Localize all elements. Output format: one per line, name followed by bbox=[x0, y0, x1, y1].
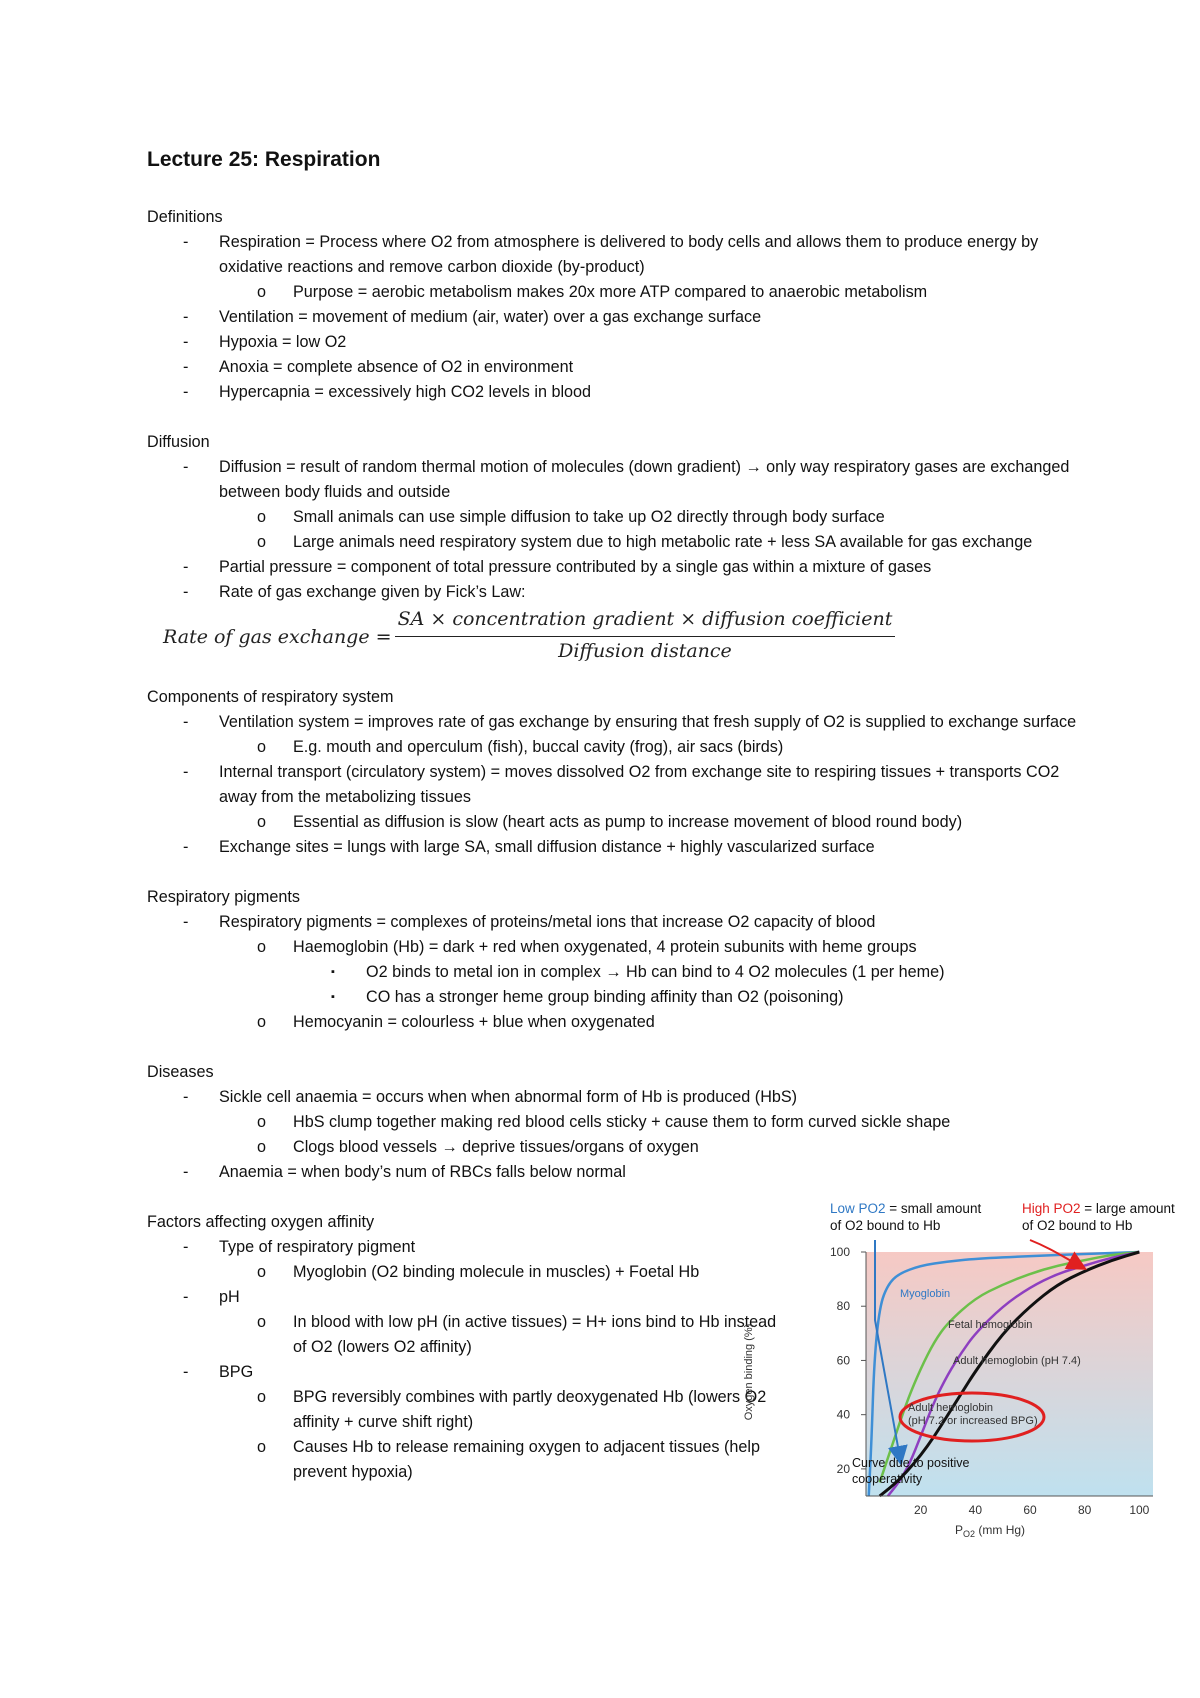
list-item: o Large animals need respiratory system due to high metabolic rate + less SA available for gas exchange bbox=[257, 533, 1033, 551]
y-axis-label: Oxygen binding (%) bbox=[743, 1323, 755, 1421]
list-item: - Anoxia = complete absence of O2 in environment bbox=[183, 358, 574, 376]
list-item: - Rate of gas exchange given by Fick’s Law: bbox=[183, 583, 526, 601]
list-item: o In blood with low pH (in active tissues) = H+ ions bind to Hb instead of O2 (lowers O2 affinity) bbox=[257, 1313, 777, 1356]
list-item: - Ventilation system = improves rate of gas exchange by ensuring that fresh supply of O2 is supplied to exchange surface bbox=[183, 713, 1077, 731]
y-tick-label: 100 bbox=[829, 1245, 850, 1259]
list-item: - BPG bbox=[183, 1363, 254, 1381]
x-tick-label: 40 bbox=[968, 1503, 983, 1517]
list-item: - Anaemia = when body’s num of RBCs falls below normal bbox=[183, 1163, 626, 1181]
y-tick-label: 40 bbox=[836, 1407, 850, 1422]
y-tick-label: 20 bbox=[836, 1461, 850, 1476]
list-item: o Purpose = aerobic metabolism makes 20x more ATP compared to anaerobic metabolism bbox=[257, 283, 928, 301]
x-tick-label: 20 bbox=[913, 1503, 928, 1517]
y-tick-label: 60 bbox=[836, 1353, 850, 1368]
list-item: o Essential as diffusion is slow (heart acts as pump to increase movement of blood round body) bbox=[257, 813, 963, 831]
label-adult-hemoglobin-72-line1: Adult hemoglobin bbox=[908, 1402, 994, 1414]
list-item: - Hypoxia = low O2 bbox=[183, 333, 347, 351]
list-item: - Type of respiratory pigment bbox=[183, 1238, 416, 1256]
section-heading-components: Components of respiratory system bbox=[147, 688, 394, 706]
list-item: - Internal transport (circulatory system) = moves dissolved O2 from exchange site to respiring tissues + transports CO2 away from the metabolizing tissues bbox=[183, 763, 1060, 806]
list-item: o Myoglobin (O2 binding molecule in muscles) + Foetal Hb bbox=[257, 1263, 700, 1281]
y-tick-label: 80 bbox=[836, 1299, 850, 1314]
list-item: o Haemoglobin (Hb) = dark + red when oxygenated, 4 protein subunits with heme groups bbox=[257, 938, 917, 956]
x-tick-label: 60 bbox=[1023, 1503, 1037, 1517]
section-heading-definitions: Definitions bbox=[147, 208, 223, 226]
x-tick-label: 80 bbox=[1077, 1503, 1092, 1517]
section-heading-diffusion: Diffusion bbox=[147, 433, 210, 451]
label-adult-hemoglobin-74: Adult hemoglobin (pH 7.4) bbox=[953, 1355, 1081, 1367]
list-item: - Ventilation = movement of medium (air, water) over a gas exchange surface bbox=[183, 308, 762, 326]
list-item: ▪ CO has a stronger heme group binding affinity than O2 (poisoning) bbox=[331, 988, 844, 1006]
formula-denominator: Diffusion distance bbox=[558, 640, 732, 662]
formula-fraction-bar bbox=[395, 636, 895, 637]
list-item: - Diffusion = result of random thermal motion of molecules (down gradient) → only way respiratory gases are exchanged between body fluids and outside bbox=[183, 458, 1070, 501]
list-item: o Causes Hb to release remaining oxygen to adjacent tissues (help prevent hypoxia) bbox=[257, 1438, 761, 1481]
list-item: o Clogs blood vessels → deprive tissues/organs of oxygen bbox=[257, 1138, 699, 1156]
list-item: - Exchange sites = lungs with large SA, small diffusion distance + highly vascularized surface bbox=[183, 838, 875, 856]
list-item: - Partial pressure = component of total pressure contributed by a single gas within a mixture of gases bbox=[183, 558, 932, 576]
list-item: - pH bbox=[183, 1288, 240, 1306]
list-item: o Small animals can use simple diffusion to take up O2 directly through body surface bbox=[257, 508, 885, 526]
list-item: o HbS clump together making red blood cells sticky + cause them to form curved sickle shape bbox=[257, 1113, 951, 1131]
formula-numerator: SA × concentration gradient × diffusion coefficient bbox=[397, 608, 893, 630]
formula-lhs: Rate of gas exchange = bbox=[163, 626, 392, 648]
list-item: o E.g. mouth and operculum (fish), buccal cavity (frog), air sacs (birds) bbox=[257, 738, 784, 756]
list-item: o BPG reversibly combines with partly deoxygenated Hb (lowers O2 affinity + curve shift right) bbox=[257, 1388, 767, 1431]
list-item: - Sickle cell anaemia = occurs when when abnormal form of Hb is produced (HbS) bbox=[183, 1088, 798, 1106]
chart-svg bbox=[743, 1200, 1200, 1560]
label-fetal-hemoglobin: Fetal hemoglobin bbox=[948, 1319, 1033, 1331]
label-adult-hemoglobin-72-line2: (pH 7.2 or increased BPG) bbox=[908, 1415, 1038, 1427]
label-curve-cooperativity-line2: cooperativity bbox=[852, 1472, 923, 1486]
list-item: - Hypercapnia = excessively high CO2 levels in blood bbox=[183, 383, 592, 401]
section-heading-factors: Factors affecting oxygen affinity bbox=[147, 1213, 375, 1231]
oxygen-dissociation-chart bbox=[743, 1200, 1200, 1560]
label-myoglobin: Myoglobin bbox=[900, 1288, 951, 1300]
annotation-high-po2: High PO2 = large amount of O2 bound to Hb bbox=[1022, 1201, 1175, 1233]
section-heading-pigments: Respiratory pigments bbox=[147, 888, 300, 906]
label-curve-cooperativity-line1: Curve due to positive bbox=[852, 1456, 970, 1470]
list-item: o Hemocyanin = colourless + blue when oxygenated bbox=[257, 1013, 655, 1031]
annotation-low-po2: Low PO2 = small amount of O2 bound to Hb bbox=[830, 1201, 982, 1233]
x-tick-label: 100 bbox=[1129, 1503, 1150, 1517]
list-item: - Respiratory pigments = complexes of proteins/metal ions that increase O2 capacity of blood bbox=[183, 913, 876, 931]
section-heading-diseases: Diseases bbox=[147, 1063, 214, 1081]
ficks-law-formula bbox=[163, 607, 1087, 665]
x-axis-label: $P_{O2}$ (mm Hg) bbox=[955, 1523, 1026, 1539]
list-item: ▪ O2 binds to metal ion in complex → Hb can bind to 4 O2 molecules (1 per heme) bbox=[331, 963, 945, 981]
list-item: - Respiration = Process where O2 from atmosphere is delivered to body cells and allows them to produce energy by oxidative reactions and remove carbon dioxide (by-product) bbox=[183, 233, 1039, 276]
page-title: Lecture 25: Respiration bbox=[147, 148, 381, 171]
